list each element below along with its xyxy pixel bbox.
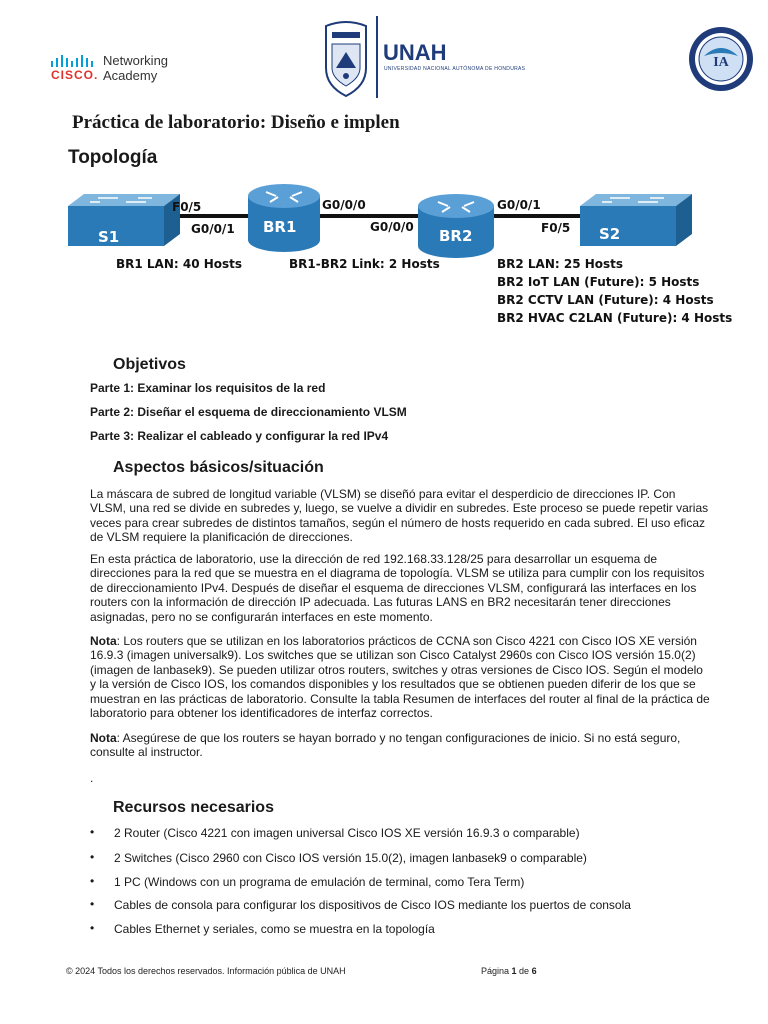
current-page: 1 <box>511 966 517 976</box>
topology-diagram <box>60 180 733 330</box>
note-br2-line: BR2 CCTV LAN (Future): 4 Hosts <box>497 293 714 307</box>
device-label-br1: BR1 <box>263 218 297 236</box>
cisco-networking-academy-logo <box>50 52 190 84</box>
background-heading: Aspectos básicos/situación <box>113 459 324 476</box>
unah-seal-icon <box>322 20 370 98</box>
total-pages: 6 <box>531 966 537 976</box>
academy-label: Academy <box>103 68 158 83</box>
objective-part: Parte 2: Diseñar el esquema de direccionamiento VLSM <box>90 405 407 419</box>
note-text: : Asegúrese de que los routers se hayan borrado y no tengan configuraciones de inicio. Si no está seguro, consulte al instructor. <box>90 731 681 760</box>
note-paragraph-2 <box>90 731 710 760</box>
objectives-heading: Objetivos <box>113 356 186 373</box>
device-label-s2: S2 <box>599 225 621 243</box>
bullet-icon: • <box>90 850 95 864</box>
note-br1-lan: BR1 LAN: 40 Hosts <box>116 257 243 271</box>
note-br2-line: BR2 IoT LAN (Future): 5 Hosts <box>497 275 700 289</box>
resource-text: 2 Switches (Cisco 2960 con Cisco IOS versión 15.0(2), imagen lanbasek9 o comparable) <box>114 851 587 865</box>
ia-badge-icon <box>688 26 754 92</box>
footer-copyright: © 2024 Todos los derechos reservados. Información pública de UNAH <box>66 966 346 976</box>
note-br1-br2-link: BR1-BR2 Link: 2 Hosts <box>289 257 440 271</box>
topology-heading: Topología <box>68 147 158 168</box>
resource-text: Cables Ethernet y seriales, como se muestra en la topología <box>114 922 435 936</box>
document-title: Práctica de laboratorio: Diseño e implen <box>72 112 400 133</box>
resource-text: Cables de consola para configurar los dispositivos de Cisco IOS mediante los puertos de consola <box>114 898 631 912</box>
background-paragraph-2: En esta práctica de laboratorio, use la dirección de red 192.168.33.128/25 para desarrollar un esquema de direcciones para la red que se muestra en el diagrama de topología. VLSM se utiliza para cumplir con los requisitos de direccionamiento IPv4. Después de diseñar el esquema de direcciones VLSM, configurará las interfaces en los routers con la información de dirección IP adecuada. Las futuras LANS en BR2 necesitarán tener direcciones asignadas, pero no se configurarán interfaces en este momento. <box>90 552 705 624</box>
ia-badge-text: IA <box>713 55 729 70</box>
note-br2-line: BR2 HVAC C2LAN (Future): 4 Hosts <box>497 311 733 325</box>
port-br1-g001: G0/0/1 <box>191 222 235 236</box>
resources-heading: Recursos necesarios <box>113 799 274 816</box>
bullet-icon: • <box>90 874 95 888</box>
resource-text: 1 PC (Windows con un programa de emulación de terminal, como Tera Term) <box>114 875 525 889</box>
port-s2-f05: F0/5 <box>541 221 571 235</box>
stray-dot: . <box>90 771 94 785</box>
cisco-wordmark: CISCO. <box>51 68 99 82</box>
switch-s1-icon <box>68 194 180 246</box>
note-br2-line: BR2 LAN: 25 Hosts <box>497 257 624 271</box>
footer-page-number: Página 1 de 6 <box>481 966 537 976</box>
note-text: : Los routers que se utilizan en los laboratorios prácticos de CCNA son Cisco 4221 con Cisco IOS XE versión 16.9.3 (imagen universalk9). Los switches que se utilizan son Cisco Catalyst 2960s con Cisco IOS versión 15.0(2) (imagen de lanbasek9). Se pueden utilizar otros routers, switches y otras versiones de Cisco IOS. Según el modelo y la versión de Cisco IOS, los comandos disponibles y los resultados que se obtienen pueden diferir de los que se muestran en las prácticas de laboratorio. Consulte la tabla Resumen de interfaces del router al final de la práctica de laboratorio para obtener los identificadores de interfaz correctos. <box>90 634 710 721</box>
resource-text: 2 Router (Cisco 4221 con imagen universal Cisco IOS XE versión 16.9.3 o comparable) <box>114 826 580 840</box>
note-label: Nota <box>90 634 117 648</box>
bullet-icon: • <box>90 825 95 839</box>
port-br1-g000: G0/0/0 <box>322 198 366 212</box>
device-label-br2: BR2 <box>439 227 473 245</box>
unah-subtitle: UNIVERSIDAD NACIONAL AUTÓNOMA DE HONDURAS <box>384 66 526 72</box>
unah-divider <box>376 16 378 98</box>
unah-wordmark: UNAH <box>383 40 447 65</box>
note-paragraph-1 <box>90 634 710 720</box>
port-br2-g000: G0/0/0 <box>370 220 414 234</box>
topology-graphic <box>60 180 720 330</box>
port-s1-f05: F0/5 <box>172 200 202 214</box>
note-label: Nota <box>90 731 117 745</box>
networking-label: Networking <box>103 53 169 68</box>
bullet-icon: • <box>90 921 95 935</box>
cisco-bars-icon <box>50 54 100 68</box>
background-paragraph-1: La máscara de subred de longitud variable (VLSM) se diseñó para evitar el desperdicio de direcciones IP. Con VLSM, una red se divide en subredes y, luego, se vuelve a dividir en subredes. Este proceso se puede repetir varias veces para crear subredes de distintos tamaños, según el número de hosts requerido en cada subred. El uso eficaz de VLSM requiere la planificación de direcciones. <box>90 487 709 545</box>
switch-s2-icon <box>580 194 692 246</box>
bullet-icon: • <box>90 897 95 911</box>
router-br2-icon <box>418 194 494 258</box>
objective-part: Parte 3: Realizar el cableado y configurar la red IPv4 <box>90 429 389 443</box>
objective-part: Parte 1: Examinar los requisitos de la red <box>90 381 326 395</box>
device-label-s1: S1 <box>98 228 120 246</box>
port-br2-g001: G0/0/1 <box>497 198 541 212</box>
